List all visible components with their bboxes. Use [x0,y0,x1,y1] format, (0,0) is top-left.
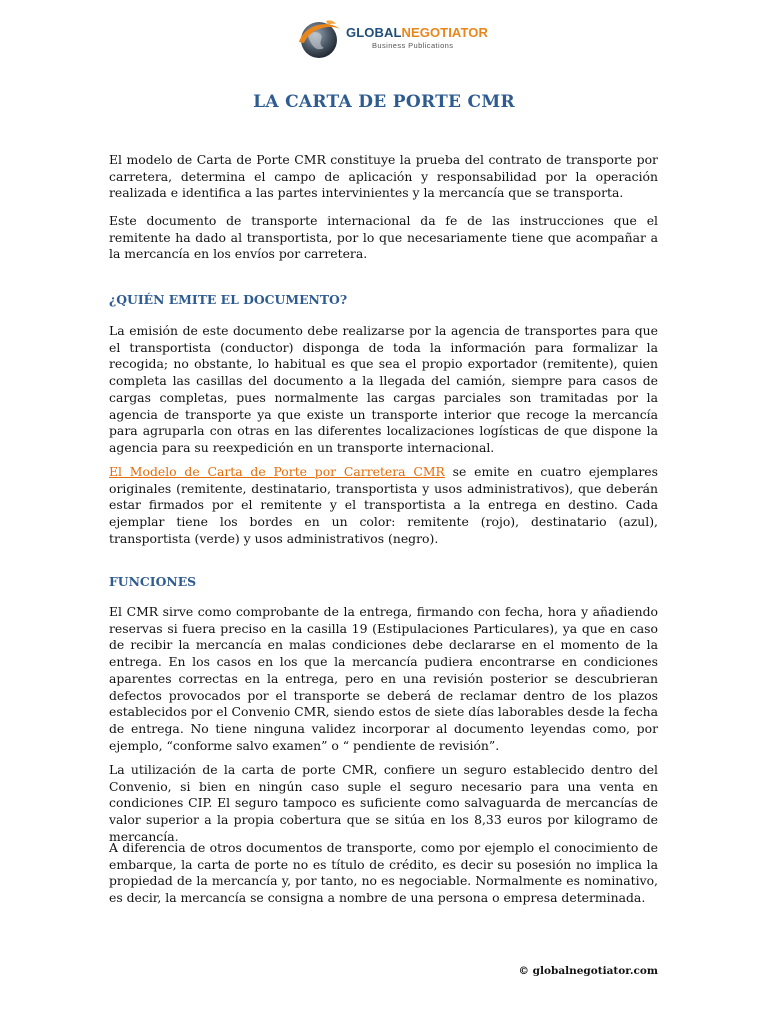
globe-logo-icon [296,15,342,61]
document-title: LA CARTA DE PORTE CMR [253,92,515,112]
section1-paragraph-2 [109,464,658,548]
intro-paragraph-2: Este documento de transporte internacional da fe de las instrucciones que el remitente ha dado al transportista, por lo que necesariamente tiene que acompañar a la mercancía en los envíos por carretera. [109,213,658,262]
cmr-model-link[interactable]: El Modelo de Carta de Porte por Carretera CMR [109,464,445,479]
brand-subtitle: Business Publications [372,41,454,51]
section-heading-funciones: FUNCIONES [109,574,197,589]
intro-paragraph-1: El modelo de Carta de Porte CMR constituye la prueba del contrato de transporte por carretera, determina el campo de aplicación y responsabilidad por la operación realizada e identifica a las partes intervinientes y la mercancía que se transporta. [109,152,658,201]
funciones-paragraph-2: La utilización de la carta de porte CMR, confiere un seguro establecido dentro del Convenio, si bien en ningún caso suple el seguro necesario para una venta en condiciones CIP. El seguro tampoco es suficiente como salvaguarda de mercancías de valor superior a la propia cobertura que se sitúa en los 8,33 euros por kilogramo de mercancía. [109,762,658,844]
brand-name: GLOBALNEGOTIATOR [346,25,488,41]
section-heading-quien-emite: ¿QUIÉN EMITE EL DOCUMENTO? [109,292,348,307]
header-logo [296,14,488,62]
section1-paragraph-2-text: se emite en cuatro ejemplares originales (remitente, destinatario, transportista y usos administrativos), que deberán estar firmados por el remitente y el transportista a la entrega en destino. Cada ejemplar tiene los bordes en un color: remitente (rojo), destinatario (azul), transportista (verde) y usos administrativos (negro). [109,464,658,546]
funciones-paragraph-1: El CMR sirve como comprobante de la entrega, firmando con fecha, hora y añadiendo reservas si fuera preciso en la casilla 19 (Estipulaciones Particulares), ya que en caso de recibir la mercancía en malas condiciones debe declararse en el momento de la entrega. En los casos en los que la mercancía pudiera encontrarse en condiciones aparentes correctas en la entrega, pero en una revisión posterior se descubrieran defectos provocados por el transporte se deberá de reclamar dentro de los plazos establecidos por el Convenio CMR, siendo estos de siete días laborables desde la fecha de entrega. No tiene ninguna validez incorporar al documento leyendas como, por ejemplo, “conforme salvo examen” o “ pendiente de revisión”. [109,604,658,753]
section1-paragraph-1: La emisión de este documento debe realizarse por la agencia de transportes para que el transportista (conductor) disponga de toda la información para formalizar la recogida; no obstante, lo habitual es que sea el propio exportador (remitente), quien completa las casillas del documento a la llegada del camión, siempre para casos de cargas completas, pues normalmente las cargas parciales son tramitadas por la agencia de transporte ya que existe un transporte interior que recoge la mercancía para agruparla con otras en las diferentes localizaciones logísticas de que dispone la agencia para su reexpedición en un transporte internacional. [109,323,658,455]
funciones-paragraph-3: A diferencia de otros documentos de transporte, como por ejemplo el conocimiento de embarque, la carta de porte no es título de crédito, es decir su posesión no implica la propiedad de la mercancía y, por tanto, no es negociable. Normalmente es nominativo, es decir, la mercancía se consigna a nombre de una persona o empresa determinada. [109,840,658,906]
footer-copyright: © globalnegotiator.com [518,965,658,977]
